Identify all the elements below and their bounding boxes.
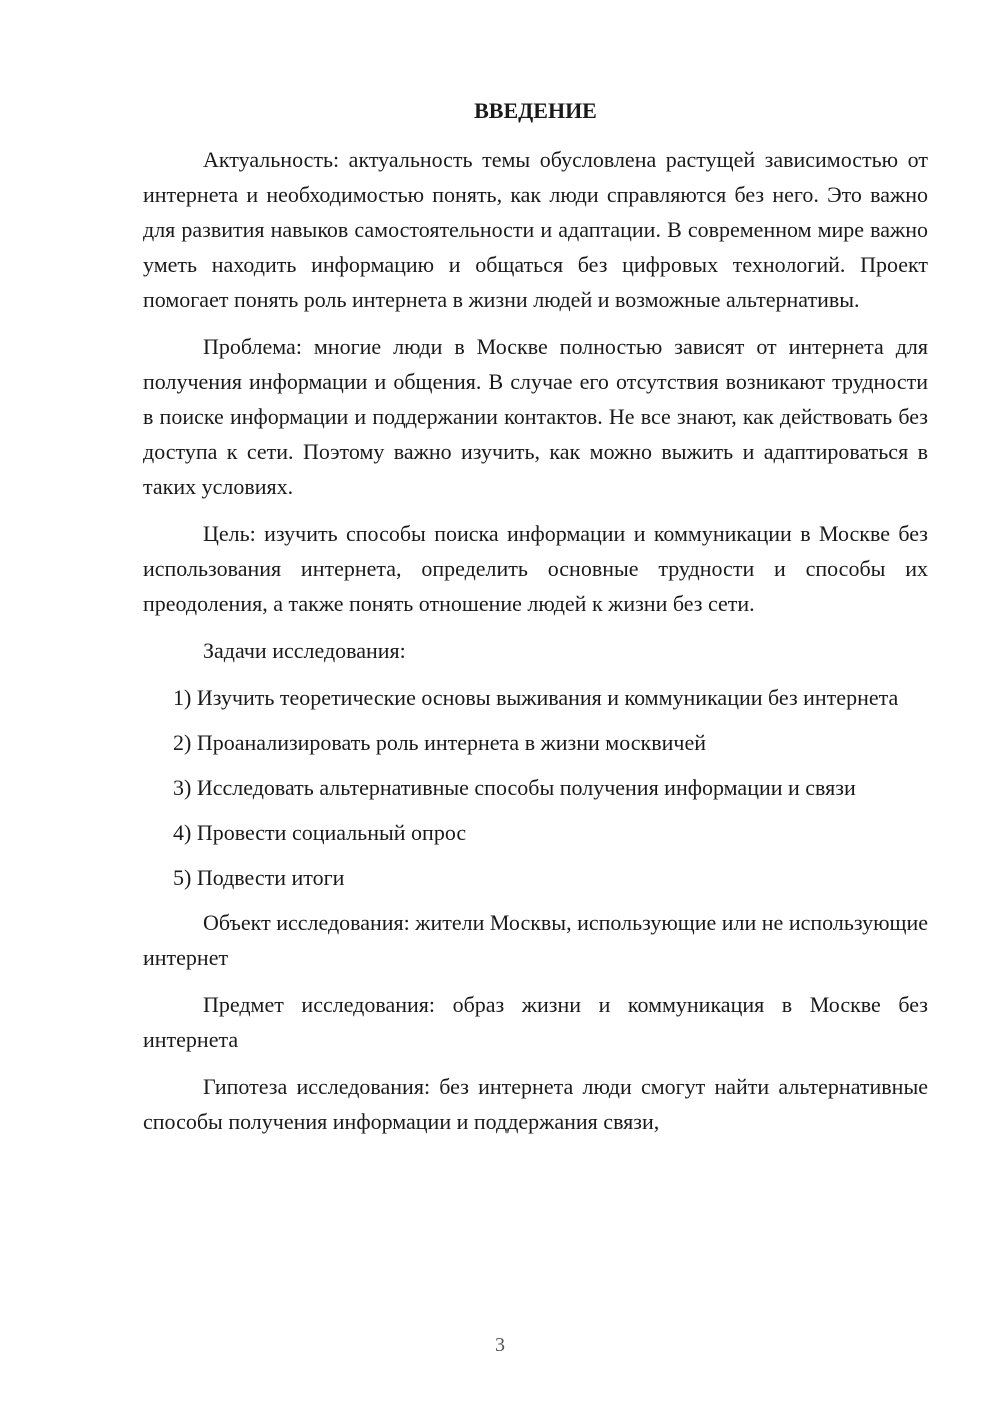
paragraph-hypothesis: Гипотеза исследования: без интернета люди смогут найти альтернативные способы получения информации и поддержания связи, [143, 1074, 928, 1134]
paragraph-subject: Предмет исследования: образ жизни и коммуникация в Москве без интернета [143, 992, 928, 1052]
task-item-2: 2) Проанализировать роль интернета в жизни москвичей [173, 730, 706, 755]
task-item-3: 3) Исследовать альтернативные способы получения информации и связи [173, 775, 856, 800]
task-item-4: 4) Провести социальный опрос [173, 820, 467, 845]
section-title: ВВЕДЕНИЕ [474, 98, 597, 123]
task-item-5: 5) Подвести итоги [173, 865, 345, 890]
paragraph-object: Объект исследования: жители Москвы, использующие или не использующие интернет [143, 910, 928, 970]
paragraph-goal: Цель: изучить способы поиска информации и коммуникации в Москве без использования интернета, определить основные трудности и способы их преодоления, а также понять отношение людей к жизни без сети. [143, 521, 928, 616]
task-item-1: 1) Изучить теоретические основы выживания и коммуникации без интернета [173, 685, 899, 710]
paragraph-relevance: Актуальность: актуальность темы обусловлена растущей зависимостью от интернета и необходимостью понять, как люди справляются без него. Это важно для развития навыков самостоятельности и адаптации. В современном мире важно уметь находить информацию и общаться без цифровых технологий. Проект помогает понять роль интернета в жизни людей и возможные альтернативы. [143, 147, 928, 312]
page-number: 3 [495, 1334, 505, 1356]
paragraph-problem: Проблема: многие люди в Москве полностью зависят от интернета для получения информации и общения. В случае его отсутствия возникают трудности в поиске информации и поддержании контактов. Не все знают, как действовать без доступа к сети. Поэтому важно изучить, как можно выжить и адаптироваться в таких условиях. [143, 334, 928, 499]
page-content [143, 96, 928, 1139]
paragraph-tasks-heading: Задачи исследования: [203, 638, 406, 663]
